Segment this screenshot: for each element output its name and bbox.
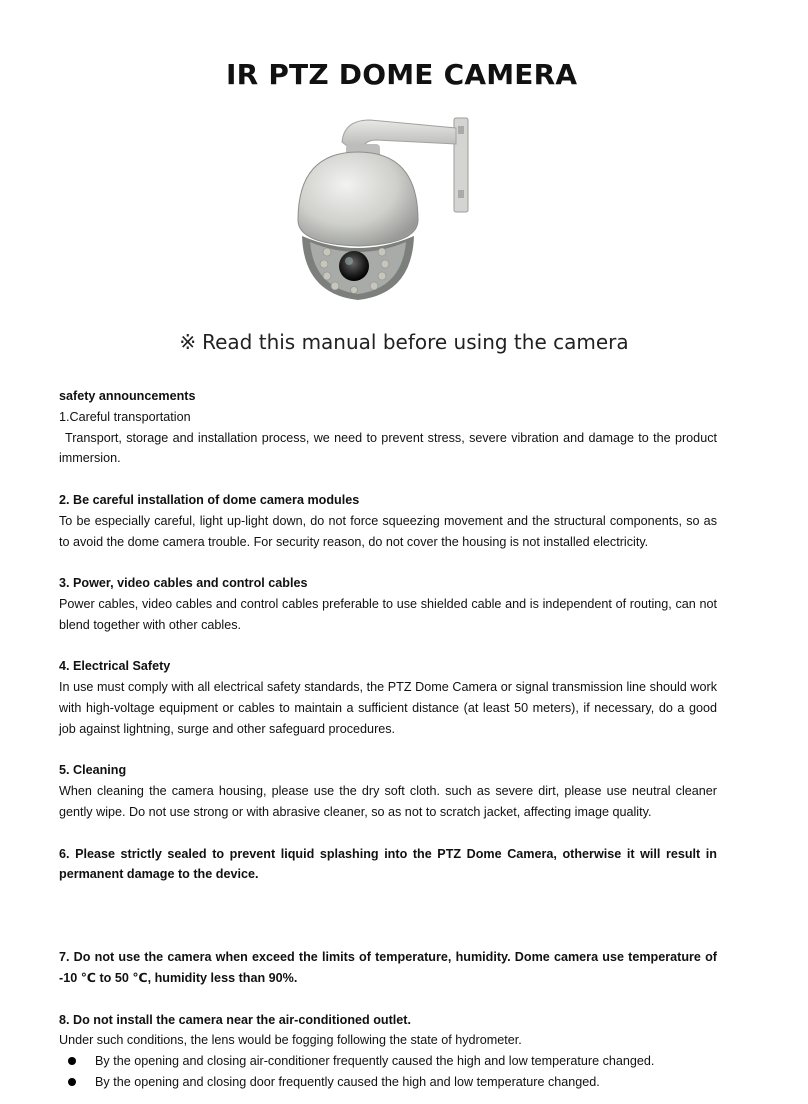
section-5-body: When cleaning the camera housing, please use the dry soft cloth. such as severe dirt, please use neutral cleaner gently wipe. Do not use strong or with abrasive cleaner, so as not to scratch jacket, affecting image quality.	[59, 784, 717, 819]
section-heading: safety announcements	[59, 389, 196, 403]
list-item: By the opening and closing door frequently caused the high and low temperature changed.	[59, 1072, 717, 1093]
document-title: IR PTZ DOME CAMERA	[226, 58, 578, 91]
section-8-title: 8. Do not install the camera near the air-conditioned outlet.	[59, 1012, 411, 1027]
section-2-body: To be especially careful, light up-light down, do not force squeezing movement and the structural components, so as to avoid the dome camera trouble. For security reason, do not cover the housing is not installed electricity.	[59, 513, 717, 549]
section-2-title: 2. Be careful installation of dome camera modules	[59, 492, 360, 507]
reference-mark-icon: ※	[179, 330, 197, 354]
section-7-text: 7. Do not use the camera when exceed the limits of temperature, humidity. Dome camera use temperature of -10 ℃ to 50 ℃, humidity less than 90%.	[59, 950, 717, 985]
section-3-body: Power cables, video cables and control cables preferable to use shielded cable and is independent of routing, can not blend together with other cables.	[59, 596, 717, 632]
section-4-title: 4. Electrical Safety	[59, 659, 171, 674]
read-manual-notice	[0, 330, 808, 354]
safety-announcements	[59, 386, 717, 1093]
section-8-body: Under such conditions, the lens would be fogging following the state of hydrometer.	[59, 1033, 522, 1048]
section-1-title: 1.Careful transportation	[59, 409, 191, 424]
notice-text: Read this manual before using the camera	[202, 330, 629, 354]
section-1-body: Transport, storage and installation process, we need to prevent stress, severe vibration and damage to the product immersion.	[59, 430, 717, 466]
section-5-title: 5. Cleaning	[59, 763, 127, 778]
section-6-text: 6. Please strictly sealed to prevent liquid splashing into the PTZ Dome Camera, otherwise it will result in permanent damage to the device.	[59, 846, 717, 882]
list-item: By the opening and closing air-conditioner frequently caused the high and low temperature changed.	[59, 1051, 717, 1072]
section-8-bullet-list	[59, 1051, 717, 1093]
section-4-body: In use must comply with all electrical safety standards, the PTZ Dome Camera or signal transmission line should work with high-voltage equipment or cables to maintain a sufficient distance (at least 50 meters), if necessary, do a good job against lightning, surge and other safeguard procedures.	[59, 680, 717, 736]
section-3-title: 3. Power, video cables and control cables	[59, 576, 308, 591]
ptz-dome-camera-image	[290, 112, 480, 312]
